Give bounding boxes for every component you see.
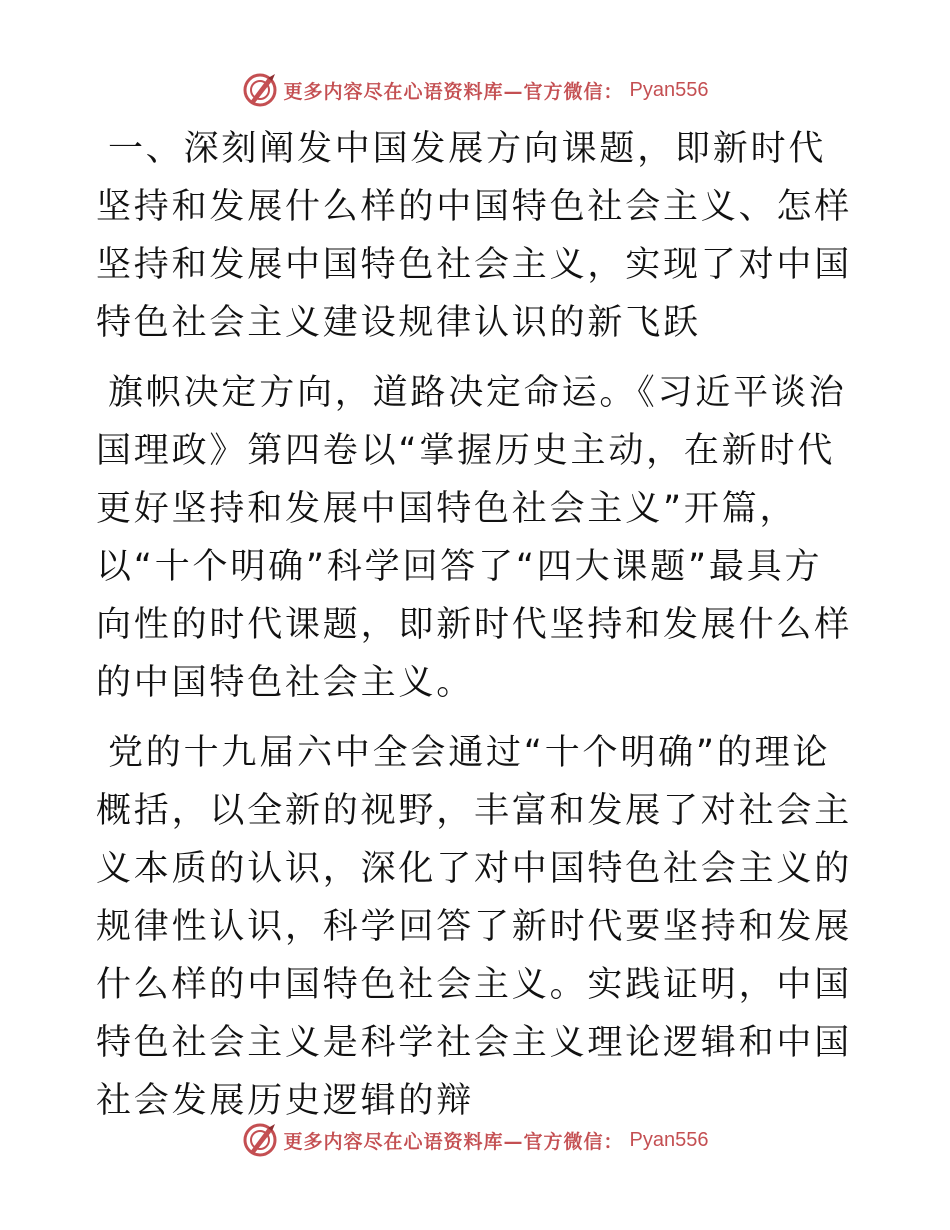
footer-watermark: [0, 1118, 950, 1162]
document-body: [96, 120, 856, 1130]
watermark-wechat-id: Pyan556: [629, 78, 709, 101]
watermark-text: 更多内容尽在心语资料库—官方微信：: [283, 1130, 624, 1153]
body-paragraph: 党的十九届六中全会通过“十个明确”的理论概括，以全新的视野，丰富和发展了对社会主义本质的认识，深化了对中国特色社会主义的规律性认识，科学回答了新时代要坚持和发展什么样的中国特色社会主义。实践证明，中国特色社会主义是科学社会主义理论逻辑和中国社会发展历史逻辑的辩: [96, 733, 853, 1121]
watermark-text: 更多内容尽在心语资料库—官方微信：: [283, 80, 624, 103]
body-paragraph: 旗帜决定方向，道路决定命运。《习近平谈治国理政》第四卷以“掌握历史主动，在新时代更好坚持和发展中国特色社会主义”开篇，以“十个明确”科学回答了“四大课题”最具方向性的时代课题，即新时代坚持和发展什么样的中国特色社会主义。: [96, 373, 853, 703]
watermark-wechat-id: Pyan556: [629, 1128, 709, 1151]
header-watermark: [0, 68, 950, 112]
quill-logo-icon: [242, 1122, 278, 1158]
section-heading: 一、深刻阐发中国发展方向课题，即新时代坚持和发展什么样的中国特色社会主义、怎样坚持和发展中国特色社会主义，实现了对中国特色社会主义建设规律认识的新飞跃: [96, 129, 853, 343]
quill-logo-icon: [242, 72, 278, 108]
